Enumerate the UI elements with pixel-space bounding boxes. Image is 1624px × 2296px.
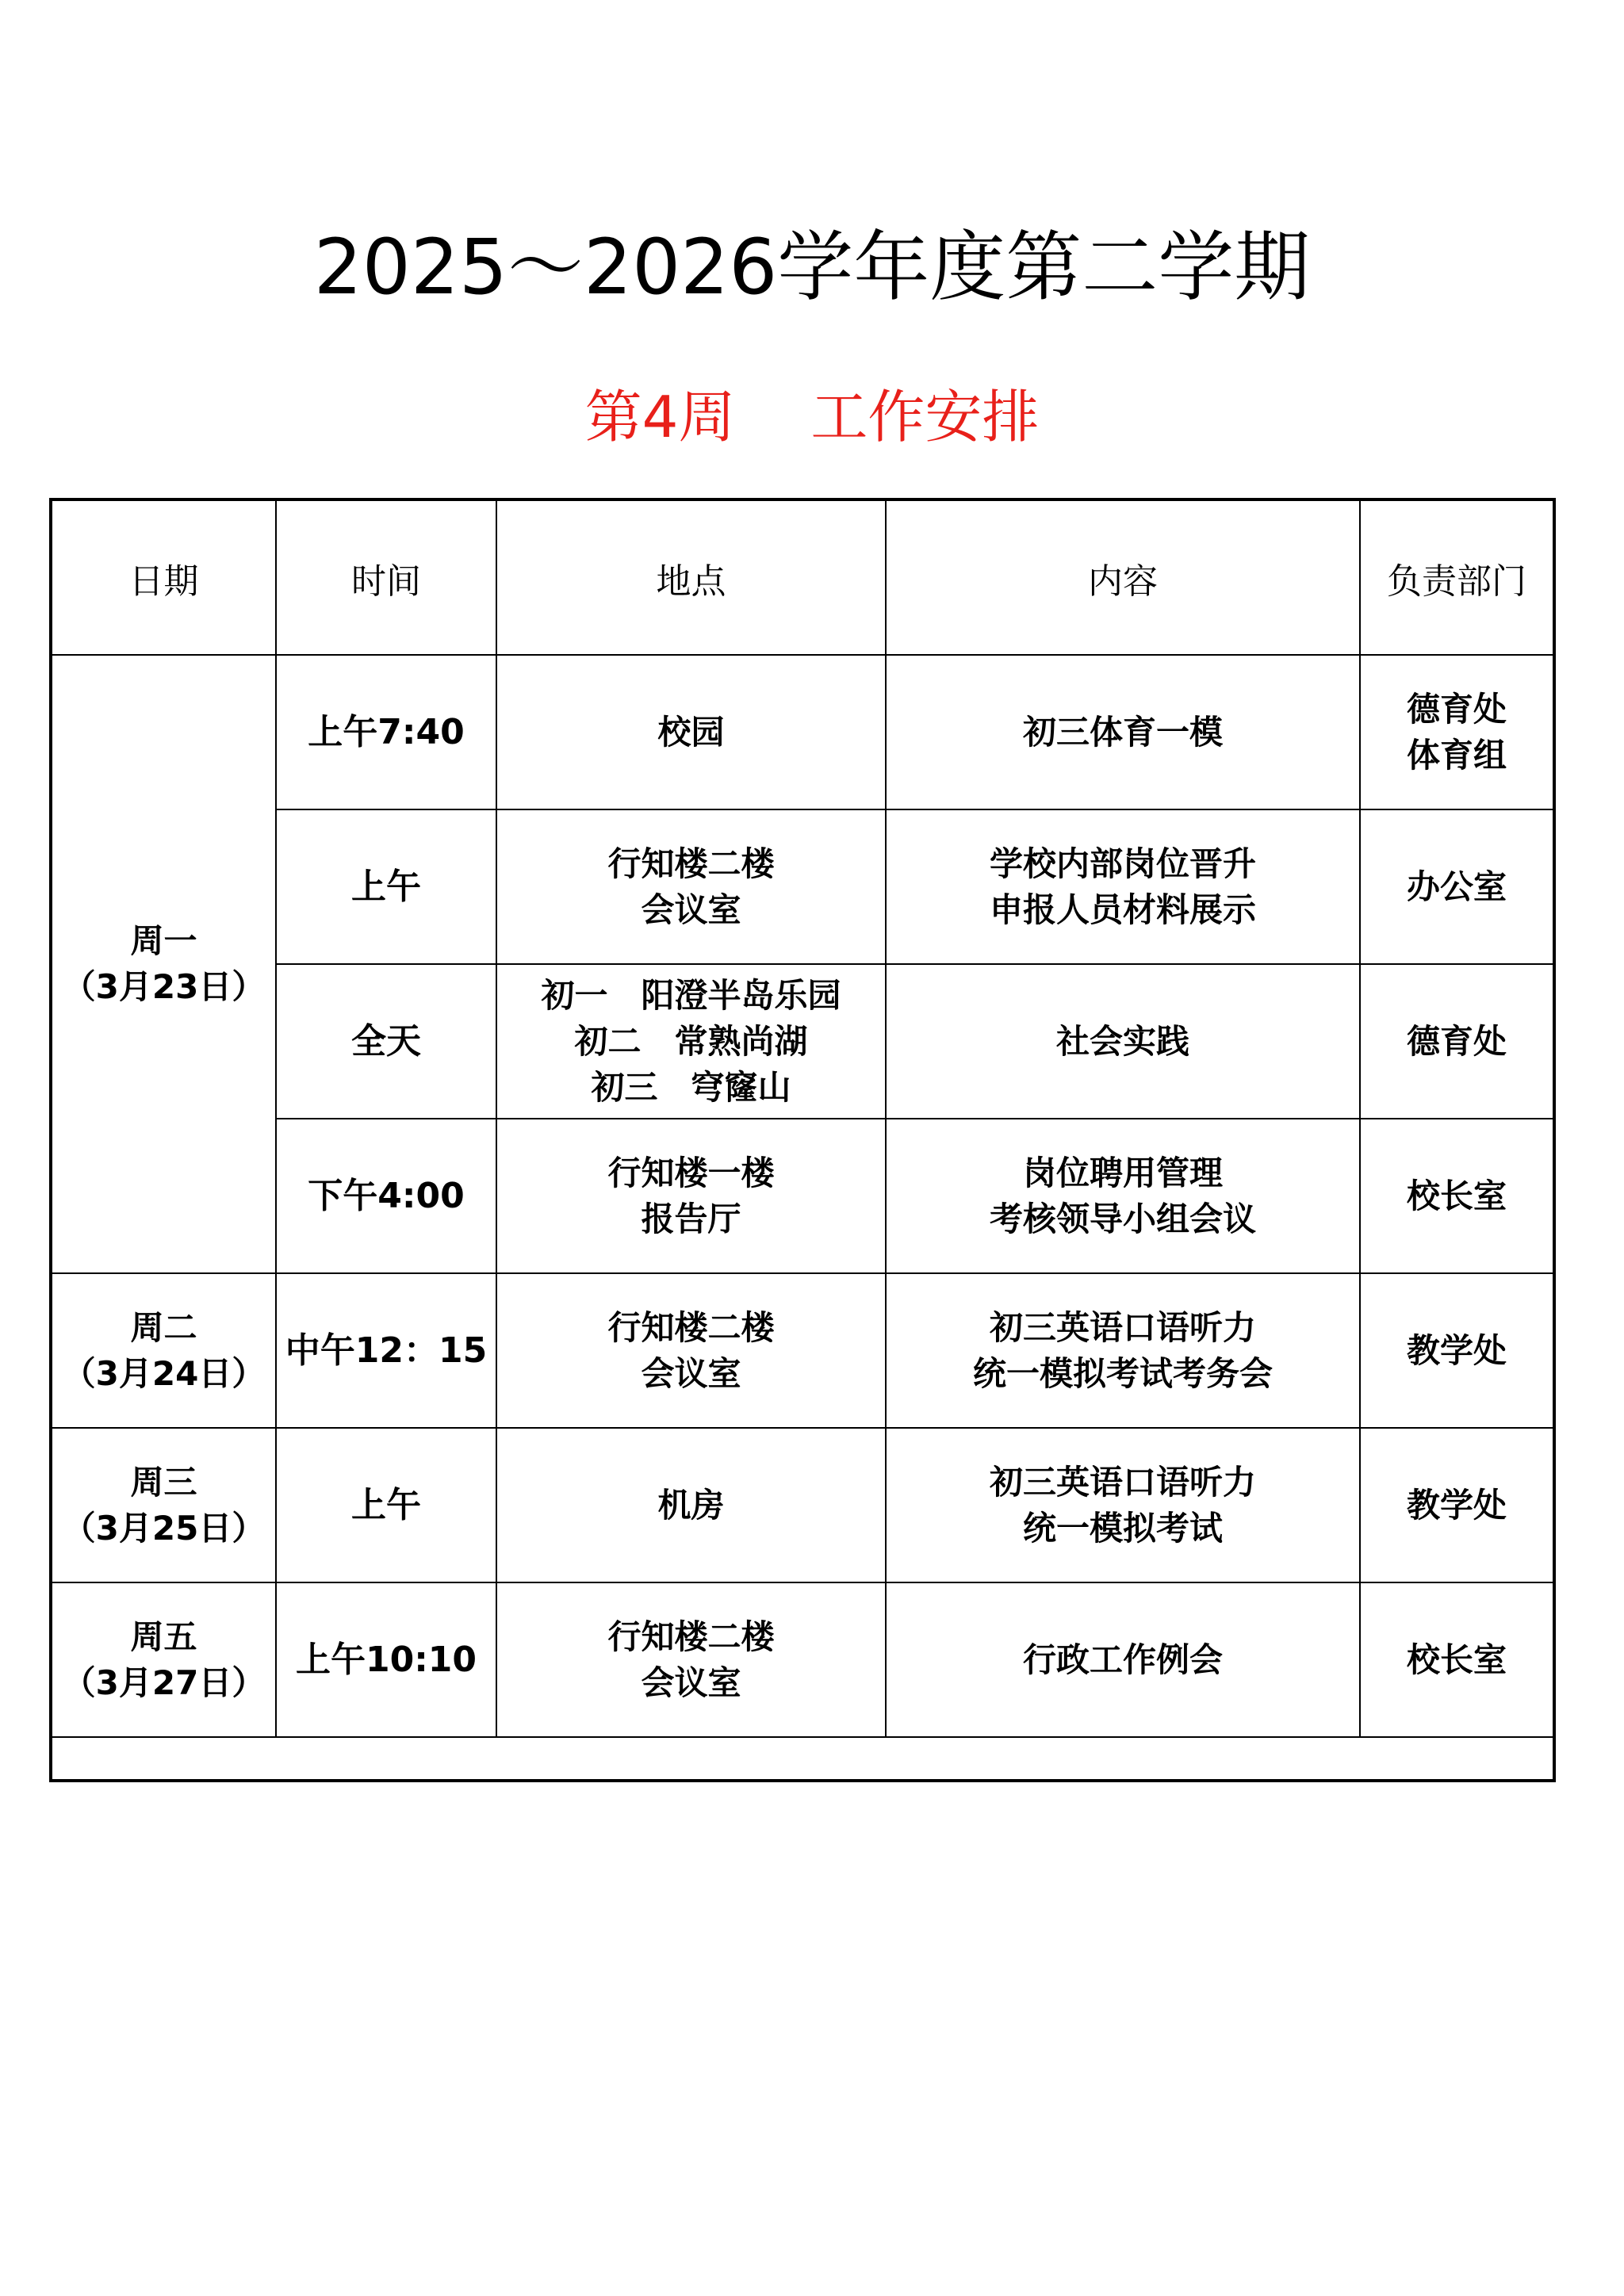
content-label: 初三体育一模 (1022, 712, 1223, 752)
header-content: 内容 (886, 499, 1360, 655)
page-title: 2025～2026学年度第二学期 (313, 223, 1311, 312)
time-cell (276, 1119, 496, 1273)
dept-cell (1360, 1582, 1554, 1737)
table-row (51, 1273, 1554, 1428)
content-cell (886, 1273, 1360, 1428)
header-date: 日期 (51, 499, 276, 655)
content-label: 行政工作例会 (1022, 1640, 1223, 1679)
place-cell (496, 1273, 886, 1428)
content-label: 初三英语口语听力 统一模拟考试 (989, 1462, 1256, 1548)
dept-cell (1360, 1119, 1554, 1273)
time-cell (276, 655, 496, 809)
day-label: 周一 （3月23日） (62, 921, 266, 1006)
time-label: 全天 (351, 1020, 421, 1062)
time-label: 上午10:10 (295, 1639, 477, 1680)
time-label: 上午 (351, 866, 421, 907)
content-label: 社会实践 (1055, 1021, 1189, 1061)
dept-cell (1360, 1273, 1554, 1428)
dept-cell (1360, 809, 1554, 964)
place-label: 行知楼二楼 会议室 (607, 1617, 775, 1702)
dept-label: 教学处 (1406, 1330, 1507, 1370)
content-cell (886, 1582, 1360, 1737)
table-header-row (51, 499, 1554, 655)
content-label: 岗位聘用管理 考核领导小组会议 (989, 1153, 1256, 1238)
time-label: 上午7:40 (308, 711, 465, 752)
empty-footer-cell (51, 1737, 1554, 1781)
empty-footer-row (51, 1737, 1554, 1781)
content-label: 初三英语口语听力 统一模拟考试考务会 (972, 1307, 1273, 1393)
content-cell (886, 809, 1360, 964)
table-row (51, 655, 1554, 809)
place-cell (496, 1428, 886, 1582)
place-label: 机房 (657, 1485, 725, 1525)
header-place: 地点 (496, 499, 886, 655)
dept-label: 办公室 (1406, 867, 1507, 906)
dept-label: 校长室 (1406, 1176, 1507, 1215)
place-cell (496, 655, 886, 809)
place-cell (496, 809, 886, 964)
dept-label: 德育处 (1406, 1021, 1507, 1061)
content-label: 学校内部岗位晋升 申报人员材料展示 (989, 844, 1256, 929)
table-row (51, 1428, 1554, 1582)
day-cell (51, 655, 276, 1273)
time-cell (276, 1582, 496, 1737)
day-cell (51, 1428, 276, 1582)
header-time: 时间 (276, 499, 496, 655)
time-label: 上午 (351, 1484, 421, 1525)
dept-cell (1360, 1428, 1554, 1582)
content-cell (886, 964, 1360, 1119)
table-row (51, 1582, 1554, 1737)
day-cell (51, 1582, 276, 1737)
table-row (51, 1119, 1554, 1273)
time-label: 下午4:00 (308, 1175, 465, 1216)
dept-cell (1360, 964, 1554, 1119)
place-label: 行知楼一楼 报告厅 (607, 1153, 775, 1238)
dept-cell (1360, 655, 1554, 809)
page-subtitle: 第4周 工作安排 (584, 384, 1040, 450)
place-label: 校园 (657, 712, 725, 752)
content-cell (886, 655, 1360, 809)
dept-label: 校长室 (1406, 1640, 1507, 1679)
time-cell (276, 1428, 496, 1582)
place-cell (496, 1119, 886, 1273)
place-cell (496, 1582, 886, 1737)
time-label: 中午12：15 (285, 1330, 488, 1371)
content-cell (886, 1428, 1360, 1582)
schedule-table (49, 498, 1556, 1782)
place-label: 初一 阳澄半岛乐园 初二 常熟尚湖 初三 穹窿山 (541, 975, 841, 1107)
day-cell (51, 1273, 276, 1428)
day-label: 周三 （3月25日） (62, 1462, 266, 1548)
place-cell (496, 964, 886, 1119)
day-label: 周二 （3月24日） (62, 1307, 266, 1393)
time-cell (276, 1273, 496, 1428)
header-dept: 负责部门 (1360, 499, 1554, 655)
content-cell (886, 1119, 1360, 1273)
time-cell (276, 964, 496, 1119)
table-row (51, 964, 1554, 1119)
place-label: 行知楼二楼 会议室 (607, 844, 775, 929)
day-label: 周五 （3月27日） (62, 1617, 266, 1702)
dept-label: 德育处 体育组 (1406, 689, 1507, 775)
place-label: 行知楼二楼 会议室 (607, 1307, 775, 1393)
dept-label: 教学处 (1406, 1485, 1507, 1525)
time-cell (276, 809, 496, 964)
table-row (51, 809, 1554, 964)
